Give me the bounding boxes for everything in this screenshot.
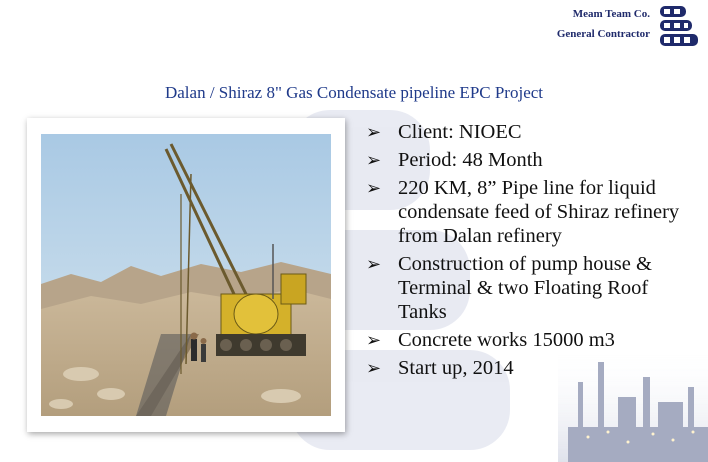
arrow-bullet-icon: ➢ — [366, 330, 382, 350]
company-logo-icon — [656, 4, 700, 48]
project-details-list — [360, 120, 700, 384]
company-name: Meam Team Co. — [572, 8, 650, 20]
list-item — [360, 120, 700, 144]
list-item — [360, 252, 700, 324]
slide-title: Dalan / Shiraz 8" Gas Condensate pipeline EPC Project — [164, 83, 544, 102]
company-block — [557, 6, 650, 42]
pipeline-construction-photo — [41, 134, 331, 416]
list-item — [360, 148, 700, 172]
bullet-text: Construction of pump house & Terminal & two Floating Roof Tanks — [398, 253, 652, 323]
arrow-bullet-icon: ➢ — [366, 254, 382, 274]
arrow-bullet-icon: ➢ — [366, 150, 382, 170]
arrow-bullet-icon: ➢ — [366, 178, 382, 198]
photo-frame — [27, 118, 345, 432]
list-item — [360, 176, 700, 248]
bullet-text: Period: 48 Month — [398, 149, 543, 171]
company-subtitle: General Contractor — [556, 28, 650, 40]
list-item — [360, 356, 700, 380]
arrow-bullet-icon: ➢ — [366, 122, 382, 142]
arrow-bullet-icon: ➢ — [366, 358, 382, 378]
bullet-text: Start up, 2014 — [398, 357, 514, 379]
bullet-text: Concrete works 15000 m3 — [398, 329, 615, 351]
bullet-text: Client: NIOEC — [398, 121, 522, 143]
list-item — [360, 328, 700, 352]
bullet-text: 220 KM, 8” Pipe line for liquid condensate feed of Shiraz refinery from Dalan refinery — [398, 177, 680, 247]
